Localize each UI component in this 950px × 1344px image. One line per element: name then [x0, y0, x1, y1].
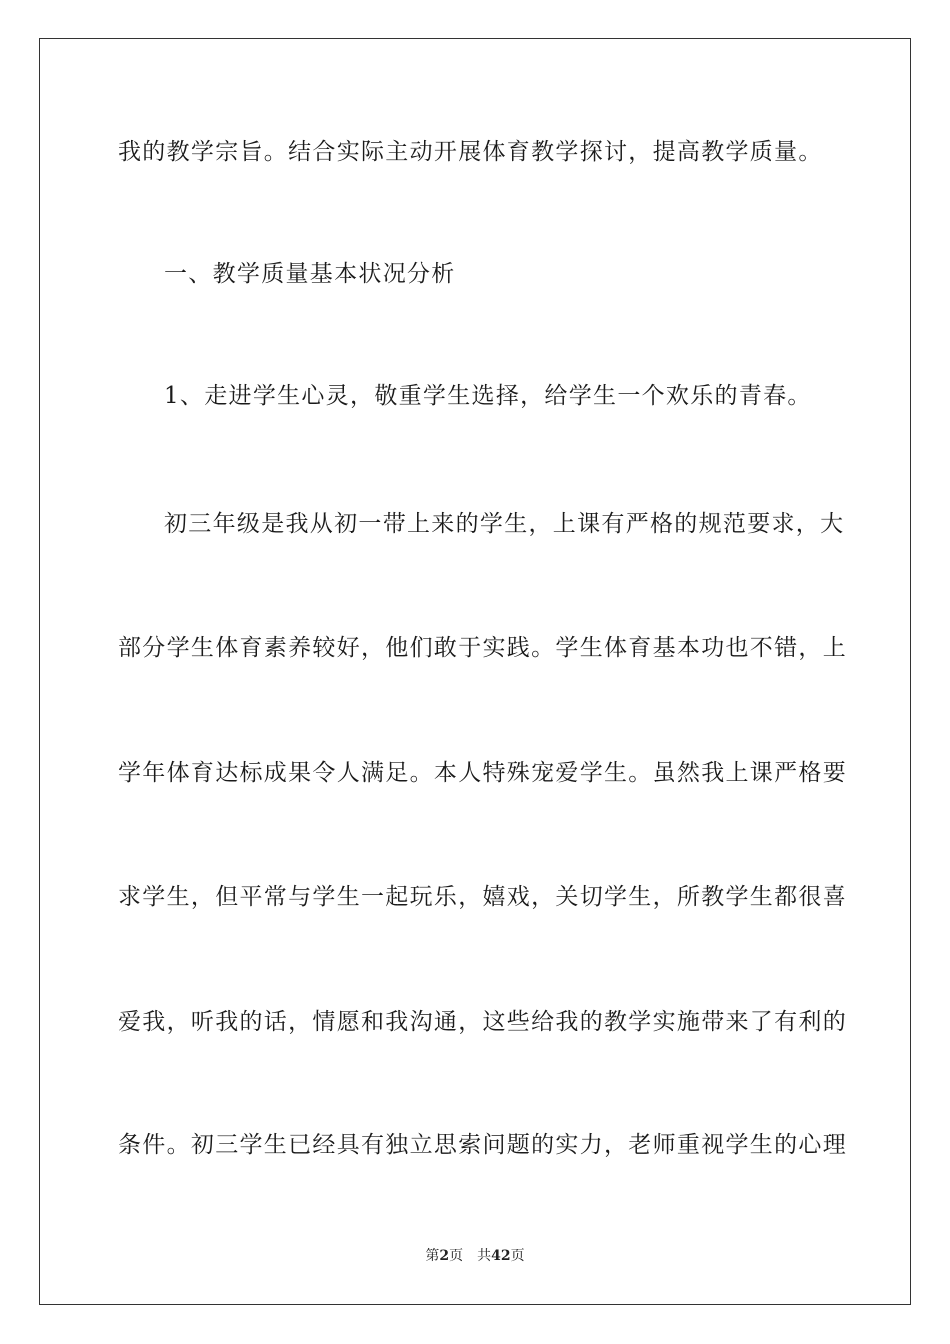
paragraph-line-2: 初三年级是我从初一带上来的学生，上课有严格的规范要求，大: [164, 511, 845, 537]
paragraph-line-3: 部分学生体育素养较好，他们敢于实践。学生体育基本功也不错，上: [118, 635, 847, 661]
paragraph-line-7: 条件。初三学生已经具有独立思索问题的实力，老师重视学生的心理: [118, 1132, 847, 1158]
section-heading: 一、教学质量基本状况分析: [164, 261, 456, 287]
total-pages: 42: [491, 1248, 511, 1264]
subsection-heading: 1、走进学生心灵，敬重学生选择，给学生一个欢乐的青春。: [164, 383, 812, 409]
paragraph-line-6: 爱我，听我的话，情愿和我沟通，这些给我的教学实施带来了有利的: [118, 1009, 847, 1035]
page-unit: 页: [449, 1248, 464, 1264]
paragraph-line-4: 学年体育达标成果令人满足。本人特殊宠爱学生。虽然我上课严格要: [118, 760, 847, 786]
paragraph-line-5: 求学生，但平常与学生一起玩乐，嬉戏，关切学生，所教学生都很喜: [118, 884, 847, 910]
page-border: [39, 38, 911, 1305]
total-prefix: 共: [477, 1248, 492, 1264]
paragraph-line-1: 我的教学宗旨。结合实际主动开展体育教学探讨，提高教学质量。: [118, 139, 823, 165]
page-number: 2: [439, 1248, 450, 1264]
page-footer: [0, 1246, 950, 1266]
total-unit: 页: [510, 1248, 525, 1264]
page-prefix: 第: [425, 1248, 440, 1264]
